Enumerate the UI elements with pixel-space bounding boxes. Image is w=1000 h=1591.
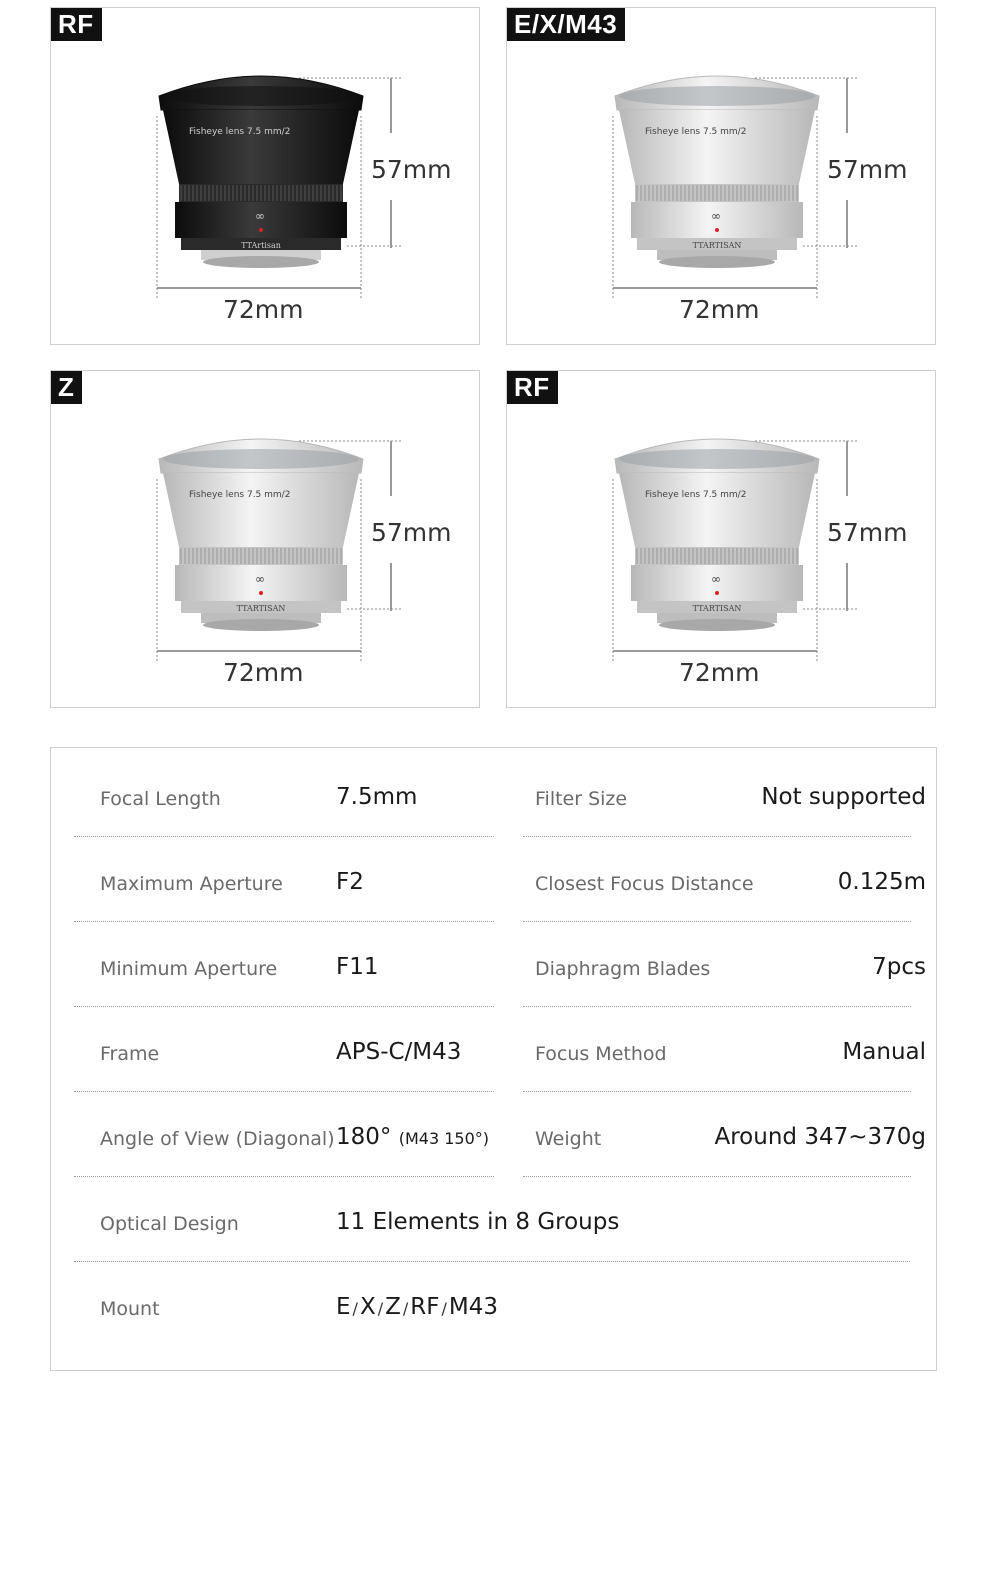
spec-value: APS-C/M43 (336, 1039, 462, 1065)
spec-value: Around 347~370g (714, 1124, 926, 1150)
width-dimension: 72mm (223, 658, 304, 687)
spec-row (74, 752, 926, 837)
spec-label: Angle of View (Diagonal) (100, 1128, 335, 1150)
spec-label: Frame (100, 1043, 160, 1065)
mount-value: M43 (448, 1294, 498, 1320)
spec-label: Closest Focus Distance (535, 873, 754, 895)
svg-text:∞: ∞ (255, 572, 265, 586)
mount-value: Z (385, 1294, 401, 1320)
product-card-rf-black (50, 7, 480, 345)
spec-label: Focal Length (100, 788, 221, 810)
svg-text:∞: ∞ (711, 572, 721, 586)
spec-label: Optical Design (100, 1213, 239, 1235)
spec-value: 11 Elements in 8 Groups (336, 1209, 620, 1235)
lens-brand-text: TTArtisan (241, 241, 281, 250)
height-dimension: 57mm (827, 518, 908, 547)
aov-note: (M43 150°) (398, 1129, 489, 1148)
lens-brand-text: TTARTISAN (692, 604, 742, 613)
mount-tag: RF (50, 7, 102, 41)
lens-brand-text: TTARTISAN (236, 604, 286, 613)
spec-label: Minimum Aperture (100, 958, 278, 980)
spec-row (74, 1177, 914, 1262)
width-dimension: 72mm (679, 658, 760, 687)
svg-text:∞: ∞ (255, 209, 265, 223)
lens-marking-text: Fisheye lens 7.5 mm/2 (189, 490, 291, 500)
spec-value: 7.5mm (336, 784, 418, 810)
spec-value (336, 1124, 489, 1150)
width-dimension: 72mm (679, 295, 760, 324)
spec-label: Filter Size (535, 788, 628, 810)
spec-label: Weight (535, 1128, 602, 1150)
aov-value: 180° (336, 1124, 392, 1150)
lens-image (607, 74, 827, 274)
product-card-e-x-m43-silver (506, 7, 936, 345)
svg-text:∞: ∞ (711, 209, 721, 223)
spec-value: F11 (336, 954, 379, 980)
lens-image (151, 437, 371, 637)
mount-list: E /X /Z /RF /M43 (336, 1294, 498, 1320)
spec-row (74, 922, 926, 1007)
height-dimension: 57mm (827, 155, 908, 184)
spec-label: Maximum Aperture (100, 873, 283, 895)
lens-marking-text: Fisheye lens 7.5 mm/2 (645, 490, 747, 500)
spec-value: 0.125m (837, 869, 926, 895)
lens-image (151, 74, 371, 274)
spec-value: Not supported (761, 784, 926, 810)
spec-row (74, 837, 926, 922)
width-dimension: 72mm (223, 295, 304, 324)
spec-value: F2 (336, 869, 364, 895)
spec-value: Manual (842, 1039, 926, 1065)
mount-value: E (336, 1294, 351, 1320)
spec-row (74, 1092, 926, 1177)
mount-value: X (359, 1294, 376, 1320)
spec-table (50, 747, 937, 1371)
spec-label: Mount (100, 1298, 160, 1320)
lens-brand-text: TTARTISAN (692, 241, 742, 250)
spec-label: Focus Method (535, 1043, 667, 1065)
spec-value: 7pcs (872, 954, 926, 980)
mount-value: RF (410, 1294, 440, 1320)
height-dimension: 57mm (371, 155, 452, 184)
lens-marking-text: Fisheye lens 7.5 mm/2 (645, 127, 747, 137)
lens-marking-text: Fisheye lens 7.5 mm/2 (189, 127, 291, 137)
spec-row (74, 1262, 914, 1347)
mount-tag: RF (506, 370, 558, 404)
mount-tag: Z (50, 370, 82, 404)
lens-image (607, 437, 827, 637)
height-dimension: 57mm (371, 518, 452, 547)
spec-row (74, 1007, 926, 1092)
product-card-rf-silver (506, 370, 936, 708)
mount-tag: E/X/M43 (506, 7, 625, 41)
product-card-z-silver (50, 370, 480, 708)
spec-label: Diaphragm Blades (535, 958, 711, 980)
